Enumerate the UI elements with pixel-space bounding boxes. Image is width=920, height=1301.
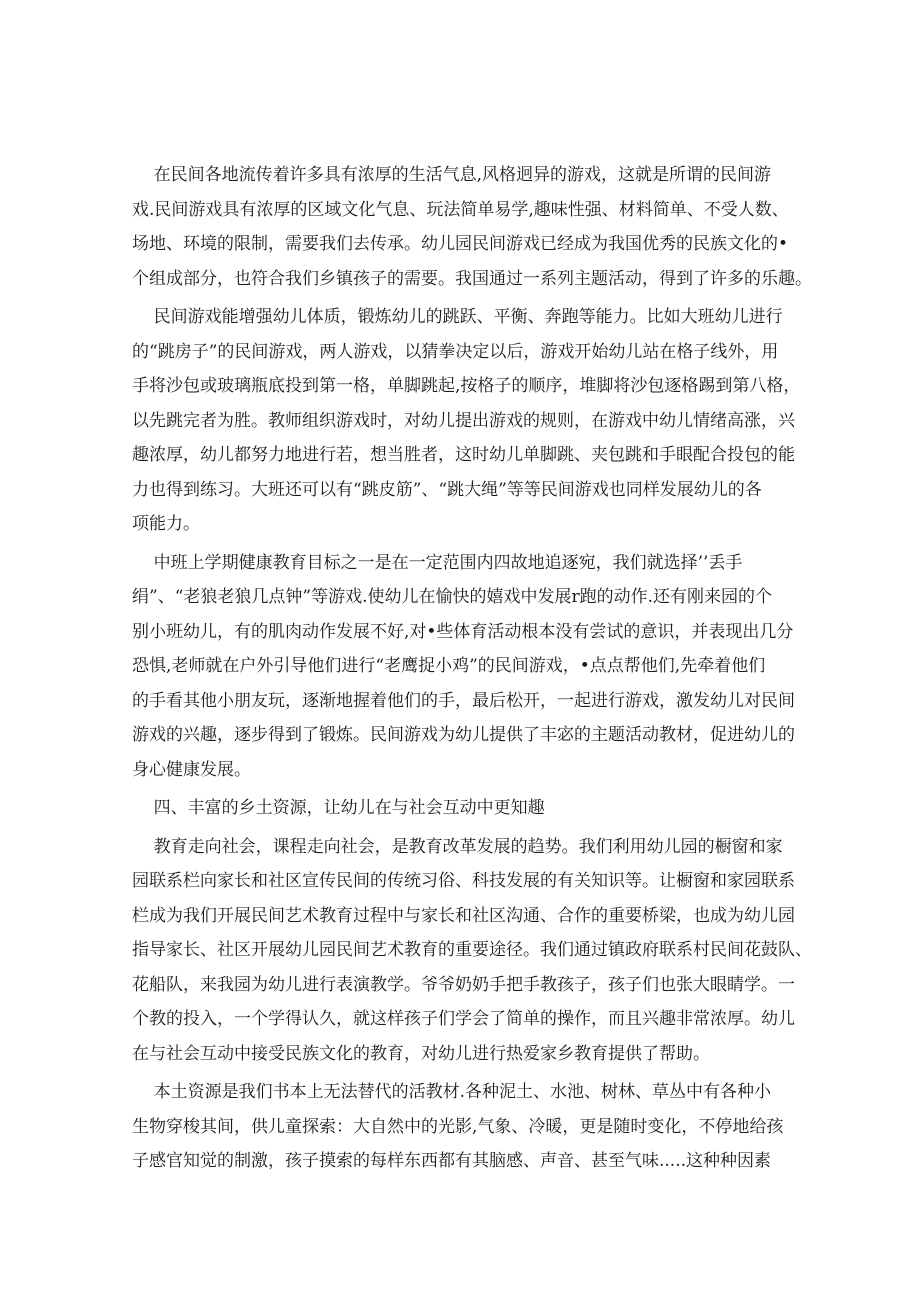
text-line: 游戏的兴趣，逐步得到了锻炼。民间游戏为幼儿提供了丰宓的主题活动教材，促进幼儿的 [132,725,795,745]
text-line: 身心健康发展。 [132,759,251,780]
text-line: 别小班幼儿，有的肌肉动作发展不好,对•些体育活动根本没有尝试的意识，并表现出几分 [132,621,794,642]
text-line: 绢”、“老狼老狼几点钟”等游戏.使幼儿在愉快的嬉戏中发展r跑的动作.还有刚来园的个 [132,587,773,607]
text-line: 个教的投入，一个学得认久，就这样孩子们学会了简单的操作，而且兴趣非常浓厚。幼儿 [132,1009,795,1029]
text-line: 子感官知觉的制激，孩子摸索的每样东西都有其脑感、声音、甚至气味.....这种种因素 [132,1151,772,1171]
text-line: 场地、环境的限制，需要我们去传承。幼儿园民间游戏已经成为我国优秀的民族文化的• [132,234,789,254]
text-line: 中班上学期健康教育目标之一是在一定范围内四故地追逐宛，我们就选择’’丢手 [132,552,743,573]
text-line: 项能力。 [132,514,200,534]
text-line: 教育走向社会，课程走向社会，是教育改革发展的趋势。我们利用幼儿园的橱窗和家 [132,836,783,857]
text-line: 民间游戏能增强幼儿体质，锻炼幼儿的跳跃、平衡、奔跑等能力。比如大班幼儿进行 [132,307,783,327]
text-line: 趣浓厚，幼儿都努力地进行若，想当胜者，这时幼儿单脚跳、夹包跳和手眼配合投包的能 [132,445,795,465]
paragraph-local-resources [132,1075,796,1179]
text-line: 栏成为我们开展民间艺术教育过程中与家长和社区沟通、合作的重要桥梁，也成为幼儿园 [132,905,795,926]
paragraph-folk-games-intro [132,158,812,296]
text-line: 本土资源是我们书本上无法替代的活教材.各种泥土、水池、树林、草丛中有各种小 [132,1082,772,1102]
text-line: 的“跳房子”的民间游戏，两人游戏，以猜拳决定以后，游戏开始幼儿站在格子线外，用 [132,341,779,362]
text-line: 手将沙包或玻璃瓶底投到第一格，单脚跳起,按格子的顺序，堆脚将沙包逐格踢到第八格， [132,376,801,396]
section-heading: 四、丰富的乡土资源，让幼儿在与社会互动中更知趣 [132,798,545,818]
text-line: 生物穿梭其间，供儿童探索：大自然中的光影,气象、冷暖，更是随时变化，不停地给孩 [132,1116,784,1137]
text-line: 戏.民间游戏具有浓厚的区域文化气息、玩法简单易学,趣味性强、材料简单、不受人数、 [132,199,789,220]
text-line: 个组成部分，也符合我们乡镇孩子的需要。我国通过一系列主题活动，得到了许多的乐趣。 [132,268,812,289]
text-line: 在民间各地流传着许多具有浓厚的生活气息,风格迥异的游戏，这就是所谓的民间游 [132,165,772,185]
text-line: 指导家长、社区开展幼儿园民间艺术教育的重要途径。我们通过镇政府联系村民间花鼓队、 [132,940,812,960]
paragraph-physical-fitness [132,300,801,542]
section-heading-four [132,791,796,826]
text-line: 以先跳完者为胜。教师组织游戏时，对幼儿提出游戏的规则，在游戏中幼儿情绪高涨，兴 [132,410,795,431]
document-body [132,158,812,1179]
text-line: 恐惧,老师就在户外引导他们进行“老鹰捉小鸡”的民间游戏，•点点帮他们,先牵着他们 [132,656,766,676]
paragraph-middle-class-goals [132,546,796,788]
text-line: 力也得到练习。大班还可以有“跳皮筋”、“跳大绳”等等民间游戏也同样发展幼儿的各 [132,479,762,500]
paragraph-education-society [132,830,812,1072]
text-line: 花船队，来我园为幼儿进行表演教学。爷爷奶奶手把手教孩子，孩子们也张大眼睛学。一 [132,974,795,995]
text-line: 在与社会互动中接受民族文化的教育，对幼儿进行热爱家乡教育提供了帮助。 [132,1043,710,1064]
text-line: 园联系栏向家长和社区宣传民间的传统习俗、科技发展的有关知识等。让橱窗和家园联系 [132,871,795,891]
text-line: 的手看其他小朋友玩，逐渐地握着他们的手，最后松开，一起进行游戏，激发幼儿对民间 [132,690,795,711]
